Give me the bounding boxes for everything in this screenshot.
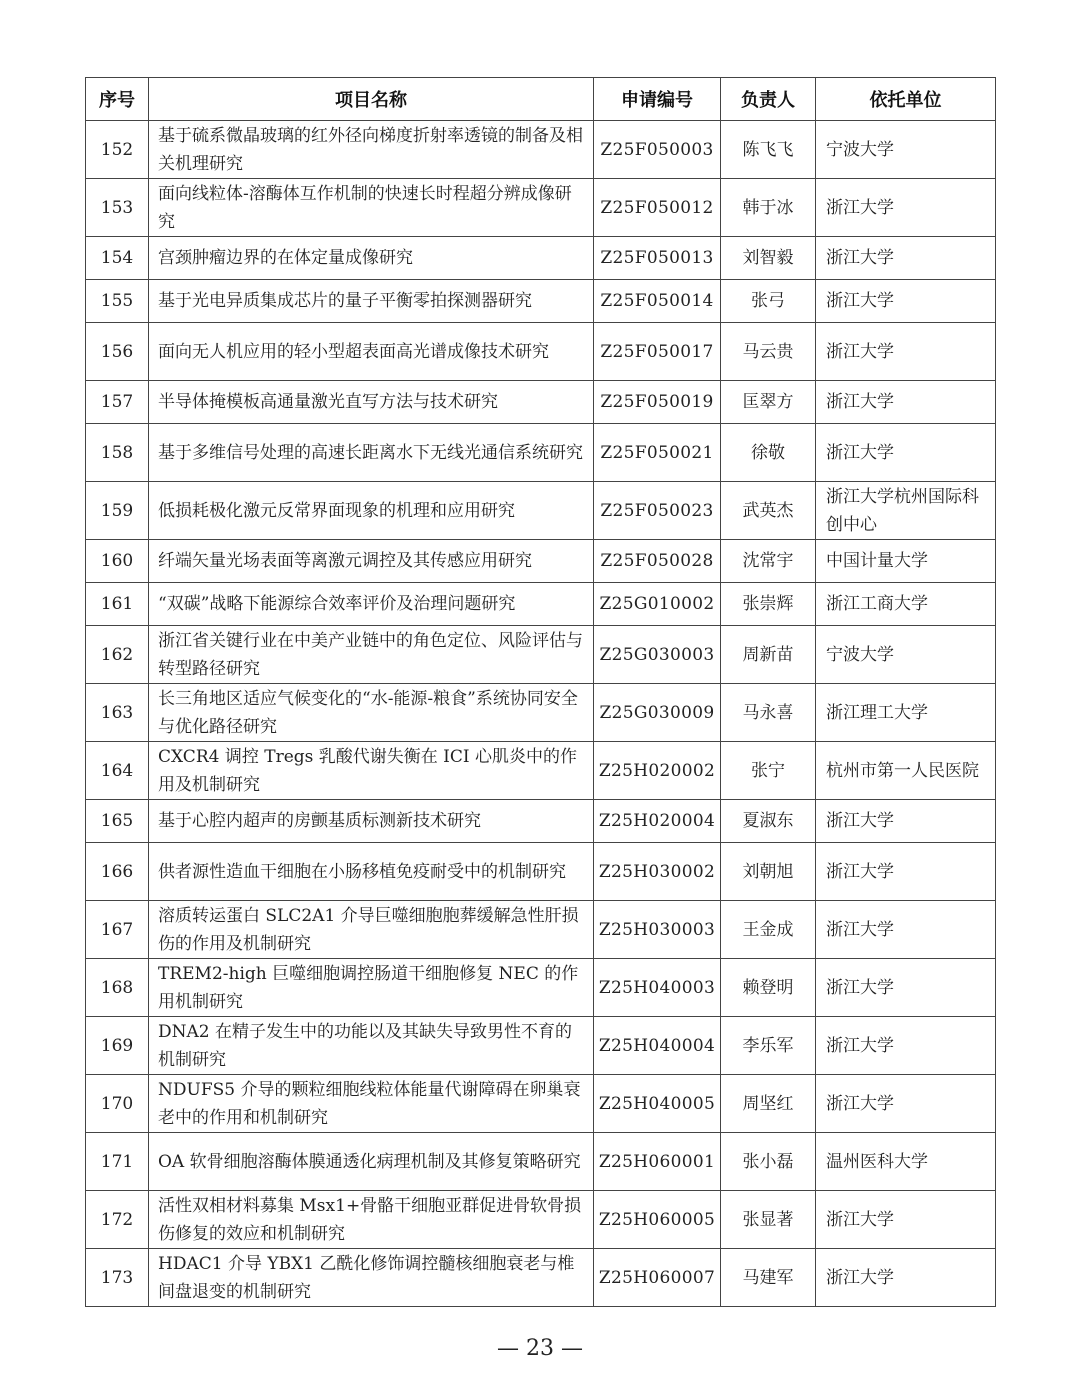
row-number: 162: [86, 626, 149, 684]
table-row: [86, 684, 996, 742]
application-code: Z25H040005: [594, 1075, 721, 1133]
host-institution: 浙江大学: [816, 179, 996, 237]
row-number: 153: [86, 179, 149, 237]
project-title: 浙江省关键行业在中美产业链中的角色定位、风险评估与转型路径研究: [149, 626, 594, 684]
principal-investigator: 赖登明: [721, 959, 816, 1017]
application-code: Z25F050023: [594, 482, 721, 540]
row-number: 172: [86, 1191, 149, 1249]
row-number: 159: [86, 482, 149, 540]
principal-investigator: 李乐军: [721, 1017, 816, 1075]
project-title: 纤端矢量光场表面等离激元调控及其传感应用研究: [149, 540, 594, 583]
host-institution: 浙江大学: [816, 1075, 996, 1133]
project-title: HDAC1 介导 YBX1 乙酰化修饰调控髓核细胞衰老与椎间盘退变的机制研究: [149, 1249, 594, 1307]
application-code: Z25G010002: [594, 583, 721, 626]
project-title: DNA2 在精子发生中的功能以及其缺失导致男性不育的机制研究: [149, 1017, 594, 1075]
project-title: 基于硫系微晶玻璃的红外径向梯度折射率透镜的制备及相关机理研究: [149, 121, 594, 179]
table-row: [86, 482, 996, 540]
host-institution: 宁波大学: [816, 626, 996, 684]
application-code: Z25F050019: [594, 381, 721, 424]
host-institution: 浙江大学: [816, 280, 996, 323]
host-institution: 浙江大学杭州国际科创中心: [816, 482, 996, 540]
principal-investigator: 武英杰: [721, 482, 816, 540]
application-code: Z25H030003: [594, 901, 721, 959]
principal-investigator: 张弓: [721, 280, 816, 323]
application-code: Z25F050003: [594, 121, 721, 179]
host-institution: 浙江大学: [816, 1249, 996, 1307]
principal-investigator: 夏淑东: [721, 800, 816, 843]
host-institution: 中国计量大学: [816, 540, 996, 583]
application-code: Z25G030009: [594, 684, 721, 742]
host-institution: 浙江理工大学: [816, 684, 996, 742]
row-number: 156: [86, 323, 149, 381]
host-institution: 浙江大学: [816, 843, 996, 901]
project-title: 基于心腔内超声的房颤基质标测新技术研究: [149, 800, 594, 843]
application-code: Z25H060007: [594, 1249, 721, 1307]
application-code: Z25H060001: [594, 1133, 721, 1191]
row-number: 165: [86, 800, 149, 843]
host-institution: 浙江大学: [816, 424, 996, 482]
header-num: 序号: [86, 78, 149, 121]
row-number: 171: [86, 1133, 149, 1191]
application-code: Z25H030002: [594, 843, 721, 901]
principal-investigator: 周坚红: [721, 1075, 816, 1133]
host-institution: 浙江大学: [816, 1191, 996, 1249]
table-row: [86, 742, 996, 800]
project-title: 基于多维信号处理的高速长距离水下无线光通信系统研究: [149, 424, 594, 482]
row-number: 168: [86, 959, 149, 1017]
principal-investigator: 张小磊: [721, 1133, 816, 1191]
application-code: Z25F050012: [594, 179, 721, 237]
row-number: 173: [86, 1249, 149, 1307]
host-institution: 浙江大学: [816, 1017, 996, 1075]
table-row: [86, 381, 996, 424]
application-code: Z25F050021: [594, 424, 721, 482]
principal-investigator: 陈飞飞: [721, 121, 816, 179]
project-title: 溶质转运蛋白 SLC2A1 介导巨噬细胞胞葬缓解急性肝损伤的作用及机制研究: [149, 901, 594, 959]
table-row: [86, 1133, 996, 1191]
principal-investigator: 沈常宇: [721, 540, 816, 583]
host-institution: 浙江大学: [816, 381, 996, 424]
page-number: — 23 —: [497, 1336, 583, 1361]
host-institution: 浙江大学: [816, 323, 996, 381]
row-number: 167: [86, 901, 149, 959]
principal-investigator: 王金成: [721, 901, 816, 959]
principal-investigator: 张显著: [721, 1191, 816, 1249]
table-row: [86, 626, 996, 684]
header-person: 负责人: [721, 78, 816, 121]
project-table: [85, 77, 996, 1307]
table-row: [86, 1075, 996, 1133]
project-title: 宫颈肿瘤边界的在体定量成像研究: [149, 237, 594, 280]
host-institution: 浙江工商大学: [816, 583, 996, 626]
project-title: 基于光电异质集成芯片的量子平衡零拍探测器研究: [149, 280, 594, 323]
header-unit: 依托单位: [816, 78, 996, 121]
row-number: 158: [86, 424, 149, 482]
row-number: 152: [86, 121, 149, 179]
table-row: [86, 843, 996, 901]
host-institution: 浙江大学: [816, 237, 996, 280]
application-code: Z25F050017: [594, 323, 721, 381]
table-row: [86, 121, 996, 179]
principal-investigator: 匡翠方: [721, 381, 816, 424]
project-title: NDUFS5 介导的颗粒细胞线粒体能量代谢障碍在卵巢衰老中的作用和机制研究: [149, 1075, 594, 1133]
project-title: “双碳”战略下能源综合效率评价及治理问题研究: [149, 583, 594, 626]
project-title: 活性双相材料募集 Msx1+骨骼干细胞亚群促进骨软骨损伤修复的效应和机制研究: [149, 1191, 594, 1249]
host-institution: 浙江大学: [816, 901, 996, 959]
table-header-row: [86, 78, 996, 121]
table-row: [86, 1017, 996, 1075]
table-row: [86, 179, 996, 237]
row-number: 161: [86, 583, 149, 626]
project-title: OA 软骨细胞溶酶体膜通透化病理机制及其修复策略研究: [149, 1133, 594, 1191]
principal-investigator: 周新苗: [721, 626, 816, 684]
row-number: 160: [86, 540, 149, 583]
application-code: Z25H020004: [594, 800, 721, 843]
header-title: 项目名称: [149, 78, 594, 121]
project-title: 面向线粒体-溶酶体互作机制的快速长时程超分辨成像研究: [149, 179, 594, 237]
project-title: 低损耗极化激元反常界面现象的机理和应用研究: [149, 482, 594, 540]
application-code: Z25F050014: [594, 280, 721, 323]
application-code: Z25F050013: [594, 237, 721, 280]
application-code: Z25G030003: [594, 626, 721, 684]
principal-investigator: 徐敬: [721, 424, 816, 482]
table-row: [86, 583, 996, 626]
principal-investigator: 刘朝旭: [721, 843, 816, 901]
principal-investigator: 马建军: [721, 1249, 816, 1307]
application-code: Z25H020002: [594, 742, 721, 800]
principal-investigator: 韩于冰: [721, 179, 816, 237]
table-row: [86, 901, 996, 959]
application-code: Z25H060005: [594, 1191, 721, 1249]
principal-investigator: 刘智毅: [721, 237, 816, 280]
project-title: 面向无人机应用的轻小型超表面高光谱成像技术研究: [149, 323, 594, 381]
application-code: Z25F050028: [594, 540, 721, 583]
header-code: 申请编号: [594, 78, 721, 121]
row-number: 166: [86, 843, 149, 901]
principal-investigator: 马云贵: [721, 323, 816, 381]
host-institution: 温州医科大学: [816, 1133, 996, 1191]
row-number: 164: [86, 742, 149, 800]
table-row: [86, 424, 996, 482]
table-row: [86, 800, 996, 843]
row-number: 169: [86, 1017, 149, 1075]
table-body: [86, 121, 996, 1307]
table-row: [86, 237, 996, 280]
application-code: Z25H040004: [594, 1017, 721, 1075]
host-institution: 杭州市第一人民医院: [816, 742, 996, 800]
row-number: 155: [86, 280, 149, 323]
row-number: 170: [86, 1075, 149, 1133]
table-row: [86, 1249, 996, 1307]
project-title: 半导体掩模板高通量激光直写方法与技术研究: [149, 381, 594, 424]
table-row: [86, 959, 996, 1017]
table-row: [86, 323, 996, 381]
project-title: 长三角地区适应气候变化的“水-能源-粮食”系统协同安全与优化路径研究: [149, 684, 594, 742]
project-title: 供者源性造血干细胞在小肠移植免疫耐受中的机制研究: [149, 843, 594, 901]
principal-investigator: 马永喜: [721, 684, 816, 742]
project-title: CXCR4 调控 Tregs 乳酸代谢失衡在 ICI 心肌炎中的作用及机制研究: [149, 742, 594, 800]
principal-investigator: 张崇辉: [721, 583, 816, 626]
principal-investigator: 张宁: [721, 742, 816, 800]
row-number: 154: [86, 237, 149, 280]
table-row: [86, 1191, 996, 1249]
host-institution: 浙江大学: [816, 800, 996, 843]
table-row: [86, 280, 996, 323]
host-institution: 浙江大学: [816, 959, 996, 1017]
table-row: [86, 540, 996, 583]
row-number: 163: [86, 684, 149, 742]
host-institution: 宁波大学: [816, 121, 996, 179]
project-title: TREM2-high 巨噬细胞调控肠道干细胞修复 NEC 的作用机制研究: [149, 959, 594, 1017]
row-number: 157: [86, 381, 149, 424]
application-code: Z25H040003: [594, 959, 721, 1017]
